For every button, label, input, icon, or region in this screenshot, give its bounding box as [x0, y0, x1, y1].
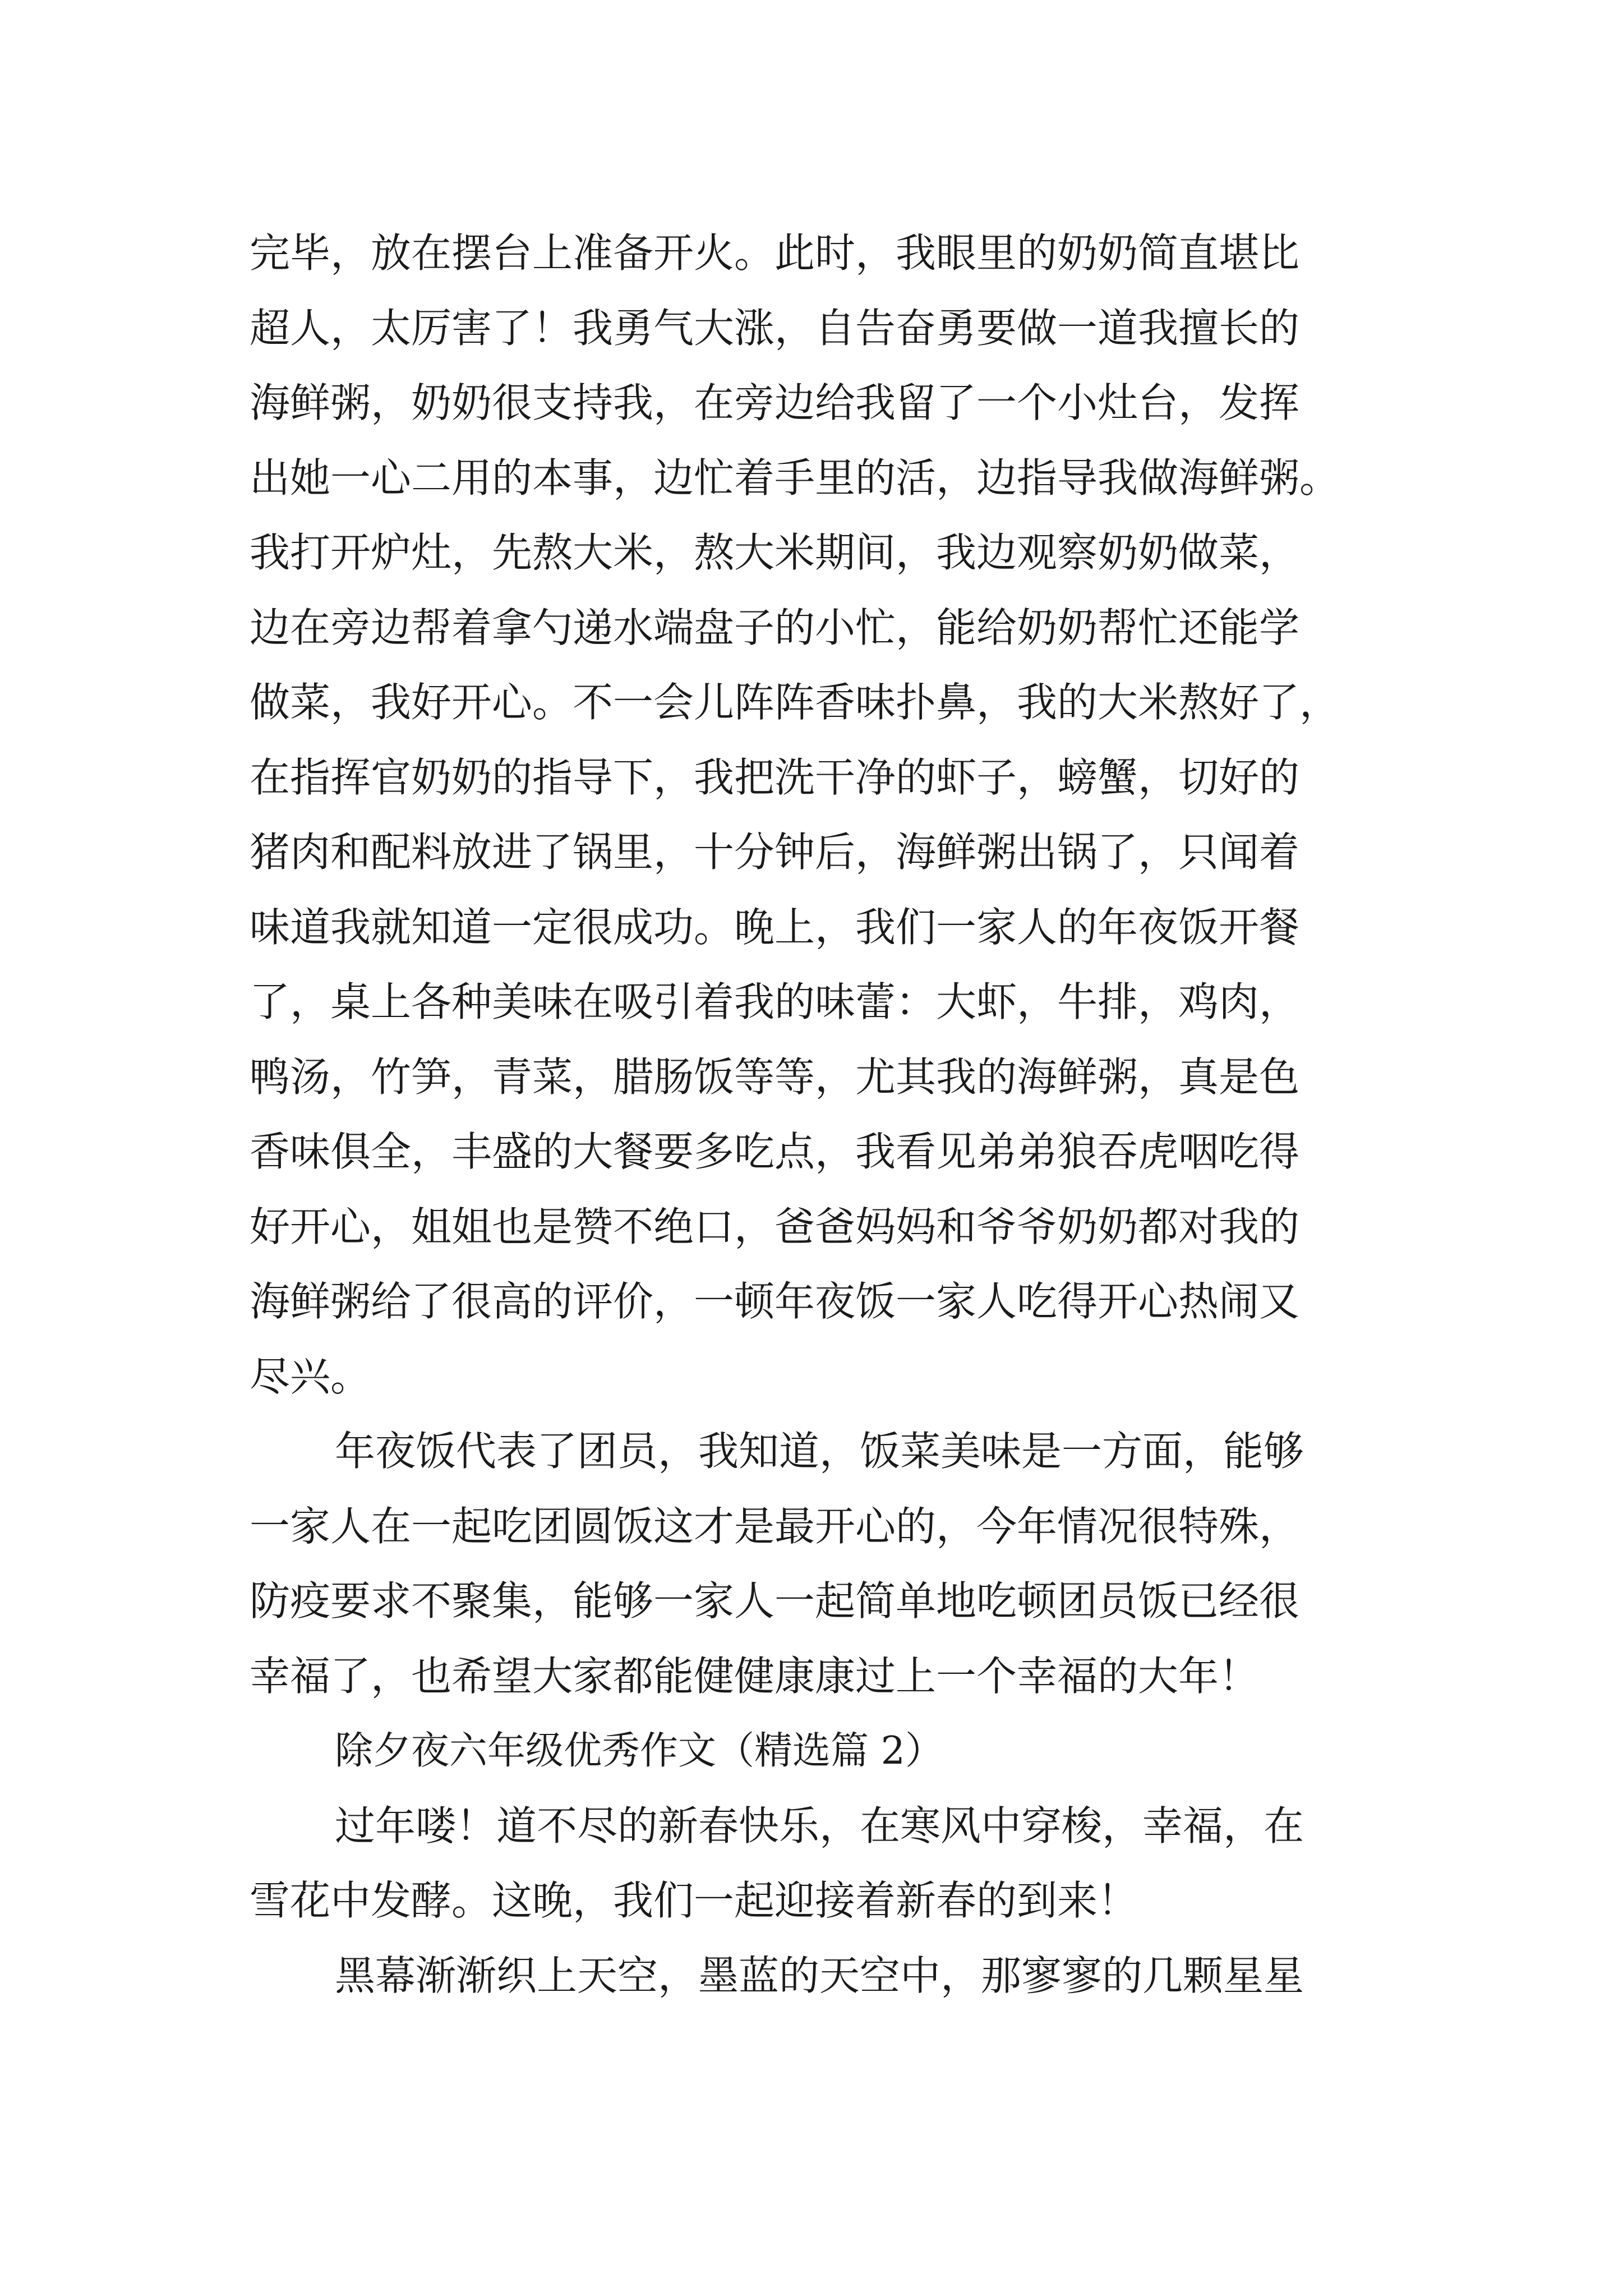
paragraph-line: 完毕，放在摆台上准备开火。此时，我眼里的奶奶简直堪比	[250, 229, 1300, 277]
paragraph-line: 海鲜粥给了很高的评价，一顿年夜饭一家人吃得开心热闹又	[250, 1278, 1300, 1325]
paragraph-line: 海鲜粥，奶奶很支持我，在旁边给我留了一个小灶台，发挥	[250, 379, 1300, 426]
paragraph-line: 超人，太厉害了！我勇气大涨，自告奋勇要做一道我擅长的	[250, 304, 1300, 352]
section-heading: 除夕夜六年级优秀作文（精选篇 2）	[335, 1729, 943, 1773]
paragraph-line: 幸福了，也希望大家都能健健康康过上一个幸福的大年！	[250, 1652, 1260, 1700]
paragraph-line: 鸭汤，竹笋，青菜，腊肠饭等等，尤其我的海鲜粥，真是色	[250, 1053, 1300, 1101]
paragraph-line: 好开心，姐姐也是赞不绝口，爸爸妈妈和爷爷奶奶都对我的	[250, 1203, 1300, 1250]
paragraph-2	[250, 1414, 1388, 1714]
paragraph-line: 尽兴。	[250, 1352, 371, 1400]
paragraph-line: 一家人在一起吃团圆饭这才是最开心的，今年情况很特殊，	[250, 1502, 1300, 1550]
paragraph-line: 黑幕渐渐织上天空，墨蓝的天空中，那寥寥的几颗星星	[335, 1952, 1304, 1999]
paragraph-line: 猪肉和配料放进了锅里，十分钟后，海鲜粥出锅了，只闻着	[250, 829, 1300, 876]
paragraph-line: 雪花中发酵。这晚，我们一起迎接着新春的到来！	[250, 1877, 1138, 1924]
paragraph-1	[250, 216, 1388, 1414]
paragraph-line: 年夜饭代表了团员，我知道，饭菜美味是一方面，能够	[335, 1428, 1304, 1475]
essay-body	[250, 216, 1388, 2013]
paragraph-line: 出她一心二用的本事，边忙着手里的活，边指导我做海鲜粥。	[250, 454, 1340, 501]
paragraph-4	[250, 1939, 1388, 2014]
paragraph-3	[250, 1789, 1388, 1939]
paragraph-line: 边在旁边帮着拿勺递水端盘子的小忙，能给奶奶帮忙还能学	[250, 604, 1300, 651]
paragraph-line: 我打开炉灶，先熬大米，熬大米期间，我边观察奶奶做菜，	[250, 529, 1300, 576]
paragraph-line: 做菜，我好开心。不一会儿阵阵香味扑鼻，我的大米熬好了，	[250, 679, 1340, 726]
paragraph-line: 防疫要求不聚集，能够一家人一起简单地吃顿团员饭已经很	[250, 1577, 1300, 1625]
paragraph-line: 过年喽！道不尽的新春快乐，在寒风中穿梭，幸福，在	[335, 1802, 1304, 1849]
paragraph-line: 味道我就知道一定很成功。晚上，我们一家人的年夜饭开餐	[250, 903, 1300, 951]
paragraph-line: 香味俱全，丰盛的大餐要多吃点，我看见弟弟狼吞虎咽吃得	[250, 1128, 1300, 1175]
paragraph-line: 在指挥官奶奶的指导下，我把洗干净的虾子，螃蟹，切好的	[250, 753, 1300, 801]
paragraph-line: 了，桌上各种美味在吸引着我的味蕾：大虾，牛排，鸡肉，	[250, 978, 1300, 1025]
